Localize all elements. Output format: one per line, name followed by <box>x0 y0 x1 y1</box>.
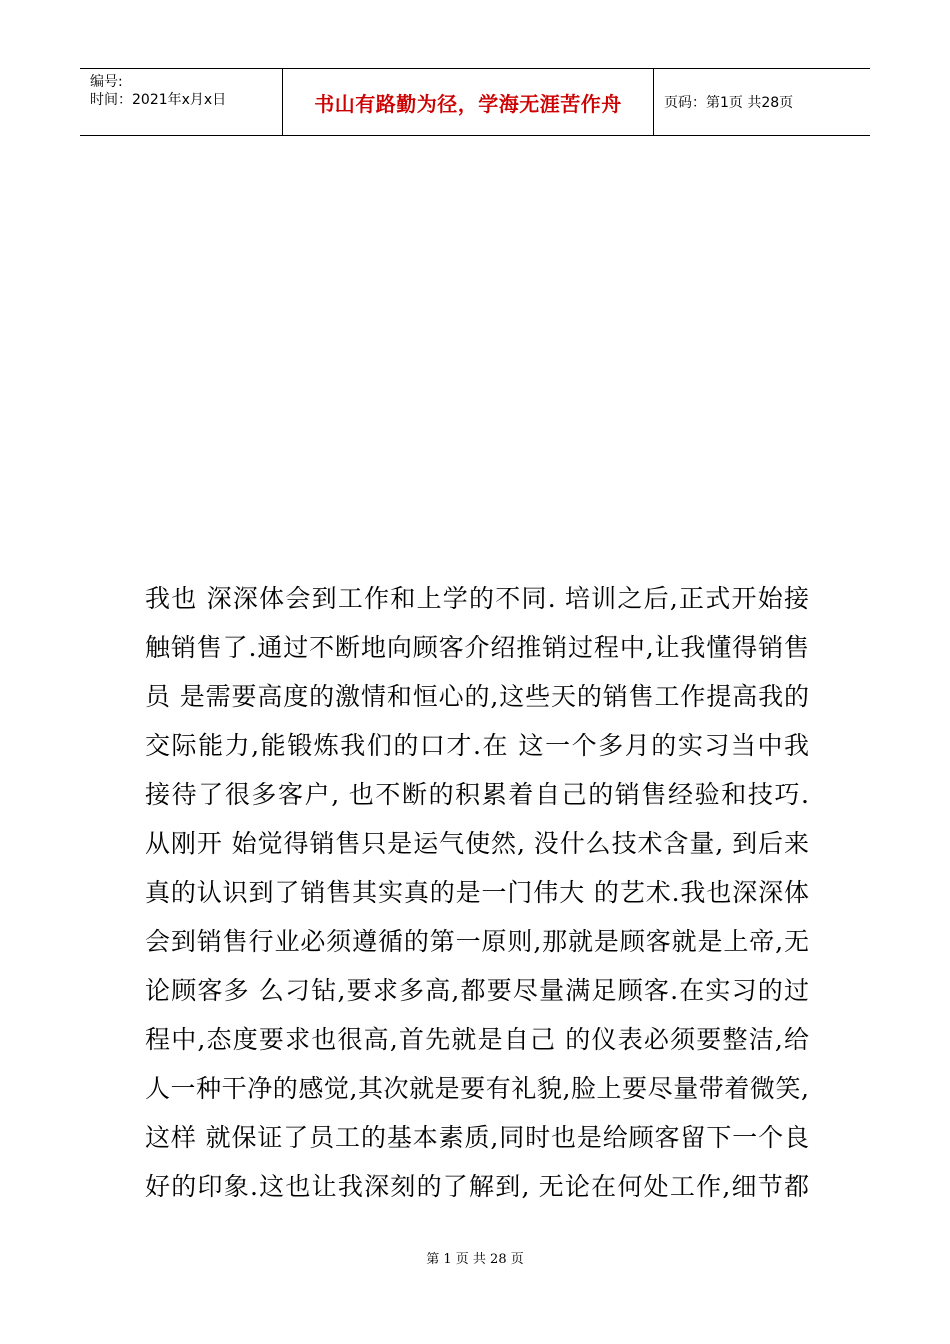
header-motto: 书山有路勤为径，学海无涯苦作舟 <box>282 69 654 135</box>
paragraph-line: 接待了很多客户, 也不断的积累着自己的销售经验和技巧. <box>145 780 809 809</box>
header-meta <box>80 69 282 135</box>
paragraph-line: 会到销售行业必须遵循的第一原则,那就是顾客就是上帝,无 <box>145 927 809 956</box>
paragraph-line: 人一种干净的感觉,其次就是要有礼貌,脸上要尽量带着微笑, <box>145 1074 809 1103</box>
paragraph-line: 论顾客多 么刁钻,要求多高,都要尽量满足顾客.在实习的过 <box>145 976 809 1005</box>
paragraph-line: 我也 深深体会到工作和上学的不同. 培训之后,正式开始接 <box>145 584 809 613</box>
body-paragraph <box>145 574 809 1211</box>
paragraph-line: 真的认识到了销售其实真的是一门伟大 的艺术.我也深深体 <box>145 878 809 907</box>
paragraph-line: 员 是需要高度的激情和恒心的,这些天的销售工作提高我的 <box>145 682 809 711</box>
paragraph-line: 从刚开 始觉得销售只是运气使然, 没什么技术含量, 到后来 <box>145 829 809 858</box>
paragraph-line: 交际能力,能锻炼我们的口才.在 这一个多月的实习当中我 <box>145 731 809 760</box>
paragraph-line: 好的印象.这也让我深刻的了解到, 无论在何处工作,细节都 <box>145 1172 809 1201</box>
paragraph-line: 程中,态度要求也很高,首先就是自己 的仪表必须要整洁,给 <box>145 1025 809 1054</box>
page-header <box>80 68 870 136</box>
document-date-label: 时间：2021年x月x日 <box>90 92 227 108</box>
page-footer: 第 1 页 共 28 页 <box>426 1252 524 1267</box>
document-number-label: 编号: <box>90 74 123 90</box>
paragraph-line: 这样 就保证了员工的基本素质,同时也是给顾客留下一个良 <box>145 1123 809 1152</box>
header-page-info: 页码：第1页 共28页 <box>664 95 794 111</box>
paragraph-line: 触销售了.通过不断地向顾客介绍推销过程中,让我懂得销售 <box>145 633 809 662</box>
